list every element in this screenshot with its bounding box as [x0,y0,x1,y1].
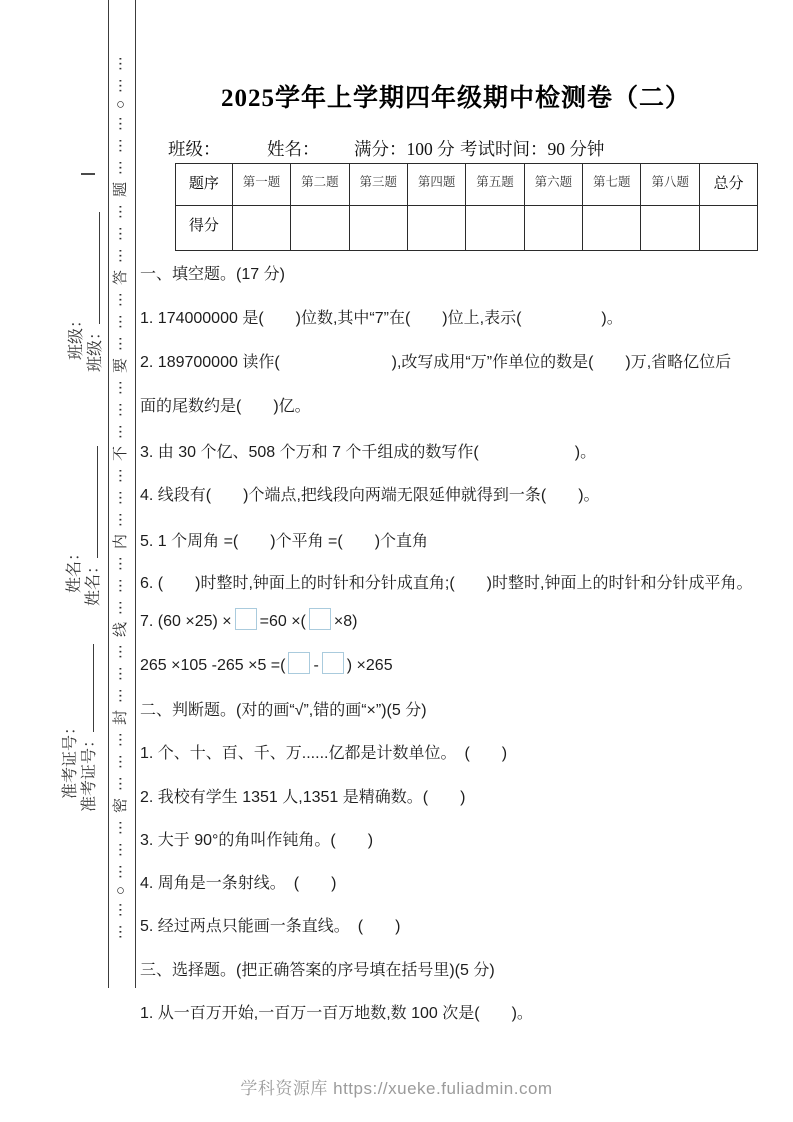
margin-class-label-outer [68,296,86,360]
answer-box [309,608,331,630]
margin-name-label-text: 姓名： [85,557,102,606]
exam-time-label: 考试时间：90 分钟 [460,139,605,159]
margin-exam-no-field [80,620,98,812]
score-table-header: 题序 [176,164,233,206]
margin-name-field [84,426,102,606]
score-table-header-row [176,164,758,206]
q7-text-segment: 265 ×105 -265 ×5 =( [140,657,286,674]
score-empty-cell [232,206,290,251]
judge-q2: 2. 我校有学生 1351 人,1351 是精确数。( ) [140,789,466,806]
score-table [175,163,758,251]
class-blank-line [86,212,100,324]
fill-q7-line1 [140,608,357,635]
judge-q1: 1. 个、十、百、千、万......亿都是计数单位。 ( ) [140,745,508,762]
score-empty-cell [349,206,407,251]
section-choice-heading: 三、选择题。(把正确答案的序号填在括号里)(5 分) [140,962,495,979]
score-empty-cell [407,206,465,251]
score-table-header: 第六题 [524,164,582,206]
q7-text-segment: ) ×265 [346,657,393,674]
fill-q3: 3. 由 30 个亿、508 个万和 7 个千组成的数写作( )。 [140,444,597,461]
margin-exam-no-label-text: 准考证号： [62,718,79,799]
paper-body [140,0,772,1122]
footer-watermark: 学科资源库 https://xueke.fuliadmin.com [240,1079,553,1098]
name-field-label: 姓名： [267,139,320,159]
fill-q1: 1. 174000000 是( )位数,其中“7”在( )位上,表示( )。 [140,310,623,327]
answer-box [322,652,344,674]
score-table-header: 第五题 [466,164,524,206]
name-blank-line [84,446,98,558]
student-info-row [140,136,772,158]
margin-class-label-text: 班级： [68,311,85,360]
section-fill-heading: 一、填空题。(17 分) [140,266,285,283]
score-table-score-row [176,206,758,251]
score-empty-cell [466,206,524,251]
margin-class-field [86,192,104,372]
scan-dash-mark [81,173,95,175]
seal-line-strip [108,0,136,988]
fill-q6: 6. ( )时整时,钟面上的时针和分针成直角;( )时整时,钟面上的时针和分针成平角。 [140,575,753,592]
margin-exam-no-label-outer [62,699,80,799]
score-table-header: 总分 [699,164,757,206]
choice-q1: 1. 从一百万开始,一百万一百万地数,数 100 次是( )。 [140,1005,533,1022]
judge-q4: 4. 周角是一条射线。 ( ) [140,875,337,892]
fill-q2-line1: 2. 189700000 读作( ),改写成用“万”作单位的数是( )万,省略亿位后 [140,354,732,371]
answer-box [288,652,310,674]
section-judge-heading: 二、判断题。(对的画“√”,错的画“×”)(5 分) [140,702,427,719]
score-empty-cell [641,206,699,251]
margin-name-label-outer [66,527,84,593]
q7-text-segment: 7. (60 ×25) × [140,613,232,630]
margin-name-label-text: 姓名： [66,544,83,593]
margin-class-label-text: 班级： [87,323,104,372]
answer-box [235,608,257,630]
q7-text-segment: - [313,657,319,674]
fill-q2-line2: 面的尾数约是( )亿。 [140,398,311,415]
q7-text-segment: =60 ×( [259,613,306,630]
score-label-cell: 得分 [176,206,233,251]
score-table-header: 第一题 [232,164,290,206]
fill-q4: 4. 线段有( )个端点,把线段向两端无限延伸就得到一条( )。 [140,487,600,504]
full-score-label: 满分：100 分 [354,139,455,159]
score-table-header: 第八题 [641,164,699,206]
score-empty-cell [699,206,757,251]
q7-text-segment: ×8) [333,613,358,630]
judge-q5: 5. 经过两点只能画一条直线。 ( ) [140,918,401,935]
score-table-header: 第二题 [291,164,349,206]
seal-line-text: ⋯⋯○⋯⋯⋯密⋯⋯⋯封⋯⋯⋯线⋯⋯⋯内⋯⋯⋯不⋯⋯⋯要⋯⋯⋯答⋯⋯⋯题⋯⋯⋯○⋯⋯ [112,48,129,940]
score-table-header: 第三题 [349,164,407,206]
judge-q3: 3. 大于 90°的角叫作钝角。( ) [140,832,374,849]
exam-no-blank-line [80,644,94,732]
score-table-header: 第七题 [583,164,641,206]
score-empty-cell [524,206,582,251]
score-empty-cell [291,206,349,251]
fill-q7-line2 [140,652,393,679]
score-table-header: 第四题 [407,164,465,206]
fill-q5: 5. 1 个周角 =( )个平角 =( )个直角 [140,533,429,550]
score-empty-cell [583,206,641,251]
class-field-label: 班级： [168,139,221,159]
margin-exam-no-label-text: 准考证号： [81,731,98,812]
page-title: 2025学年上学期四年级期中检测卷（二） [220,85,691,112]
